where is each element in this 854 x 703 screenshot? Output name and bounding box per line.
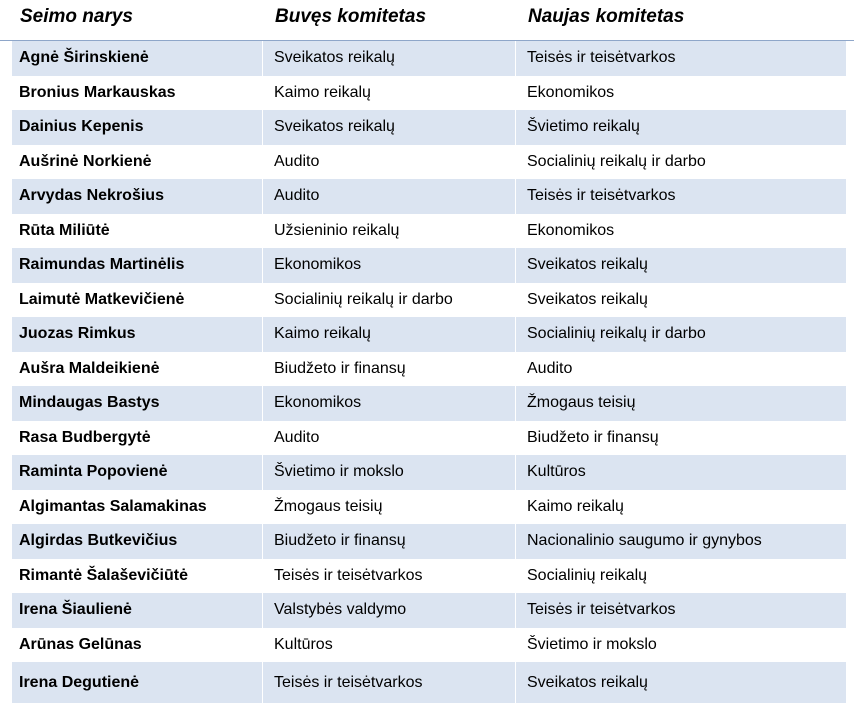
table-row [12, 662, 846, 703]
table-row [12, 352, 846, 387]
table-row [12, 41, 846, 76]
new-committee-cell: Sveikatos reikalų [527, 673, 648, 691]
table-body [0, 41, 854, 703]
column-separator [515, 179, 516, 214]
new-committee-cell: Kultūros [527, 463, 586, 481]
table-row [12, 524, 846, 559]
previous-committee-cell: Ekonomikos [274, 394, 362, 412]
previous-committee-cell: Kaimo reikalų [274, 325, 371, 343]
previous-committee-cell: Švietimo ir mokslo [274, 463, 404, 481]
column-separator [262, 179, 263, 214]
new-committee-cell: Sveikatos reikalų [527, 256, 648, 274]
table-row [12, 559, 846, 594]
new-committee-cell: Socialinių reikalų ir darbo [527, 152, 706, 170]
member-cell: Raimundas Martinėlis [19, 256, 185, 274]
previous-committee-cell: Audito [274, 428, 320, 446]
new-committee-cell: Žmogaus teisių [527, 394, 636, 412]
column-separator [515, 386, 516, 421]
table-row [12, 628, 846, 663]
table-row [12, 455, 846, 490]
previous-committee-cell: Sveikatos reikalų [274, 118, 395, 136]
previous-committee-cell: Teisės ir teisėtvarkos [274, 673, 423, 691]
new-committee-cell: Švietimo ir mokslo [527, 635, 657, 653]
new-committee-cell: Ekonomikos [527, 83, 615, 101]
table-row [12, 76, 846, 111]
member-cell: Agnė Širinskienė [19, 49, 149, 67]
new-committee-cell: Sveikatos reikalų [527, 290, 648, 308]
new-committee-cell: Kaimo reikalų [527, 497, 624, 515]
previous-committee-cell: Teisės ir teisėtvarkos [274, 566, 423, 584]
table-row [12, 317, 846, 352]
member-cell: Bronius Markauskas [19, 83, 176, 101]
table-row [12, 248, 846, 283]
column-separator [515, 41, 516, 76]
table-header [0, 0, 854, 41]
header-member: Seimo narys [20, 6, 133, 27]
member-cell: Algirdas Butkevičius [19, 532, 178, 550]
new-committee-cell: Socialinių reikalų [527, 566, 648, 584]
column-separator [515, 317, 516, 352]
member-cell: Rasa Budbergytė [19, 428, 151, 446]
column-separator [262, 662, 263, 703]
previous-committee-cell: Biudžeto ir finansų [274, 359, 406, 377]
member-cell: Rimantė Šalaševičiūtė [19, 566, 188, 584]
table-row [12, 421, 846, 456]
previous-committee-cell: Kultūros [274, 635, 333, 653]
previous-committee-cell: Ekonomikos [274, 256, 362, 274]
new-committee-cell: Nacionalinio saugumo ir gynybos [527, 532, 762, 550]
new-committee-cell: Socialinių reikalų ir darbo [527, 325, 706, 343]
previous-committee-cell: Valstybės valdymo [274, 601, 407, 619]
previous-committee-cell: Audito [274, 187, 320, 205]
column-separator [515, 455, 516, 490]
new-committee-cell: Teisės ir teisėtvarkos [527, 601, 676, 619]
previous-committee-cell: Žmogaus teisių [274, 497, 383, 515]
column-separator [262, 386, 263, 421]
new-committee-cell: Ekonomikos [527, 221, 615, 239]
new-committee-cell: Švietimo reikalų [527, 118, 640, 136]
new-committee-cell: Teisės ir teisėtvarkos [527, 187, 676, 205]
member-cell: Mindaugas Bastys [19, 394, 160, 412]
table-row [12, 214, 846, 249]
header-new-committee: Naujas komitetas [528, 6, 685, 27]
column-separator [515, 110, 516, 145]
column-separator [515, 524, 516, 559]
previous-committee-cell: Socialinių reikalų ir darbo [274, 290, 453, 308]
table-row [12, 386, 846, 421]
table-row [12, 110, 846, 145]
previous-committee-cell: Biudžeto ir finansų [274, 532, 406, 550]
column-separator [262, 524, 263, 559]
member-cell: Arūnas Gelūnas [19, 635, 142, 653]
new-committee-cell: Biudžeto ir finansų [527, 428, 659, 446]
column-separator [262, 593, 263, 628]
previous-committee-cell: Audito [274, 152, 320, 170]
table-row [12, 283, 846, 318]
new-committee-cell: Audito [527, 359, 573, 377]
member-cell: Juozas Rimkus [19, 325, 136, 343]
column-separator [262, 110, 263, 145]
member-cell: Algimantas Salamakinas [19, 497, 207, 515]
table-row [12, 593, 846, 628]
member-cell: Rūta Miliūtė [19, 221, 110, 239]
column-separator [262, 317, 263, 352]
member-cell: Aušrinė Norkienė [19, 152, 152, 170]
member-cell: Raminta Popovienė [19, 463, 168, 481]
member-cell: Laimutė Matkevičienė [19, 290, 185, 308]
column-separator [262, 455, 263, 490]
new-committee-cell: Teisės ir teisėtvarkos [527, 49, 676, 67]
member-cell: Irena Degutienė [19, 673, 140, 691]
table-row [12, 145, 846, 180]
member-cell: Arvydas Nekrošius [19, 187, 164, 205]
previous-committee-cell: Užsieninio reikalų [274, 221, 400, 239]
column-separator [515, 248, 516, 283]
member-cell: Dainius Kepenis [19, 118, 144, 136]
previous-committee-cell: Kaimo reikalų [274, 83, 371, 101]
column-separator [262, 248, 263, 283]
column-separator [515, 593, 516, 628]
table-row [12, 490, 846, 525]
column-separator [262, 41, 263, 76]
member-cell: Aušra Maldeikienė [19, 359, 160, 377]
column-separator [515, 662, 516, 703]
header-previous-committee: Buvęs komitetas [275, 6, 427, 27]
previous-committee-cell: Sveikatos reikalų [274, 49, 395, 67]
table-row [12, 179, 846, 214]
member-cell: Irena Šiaulienė [19, 601, 132, 619]
